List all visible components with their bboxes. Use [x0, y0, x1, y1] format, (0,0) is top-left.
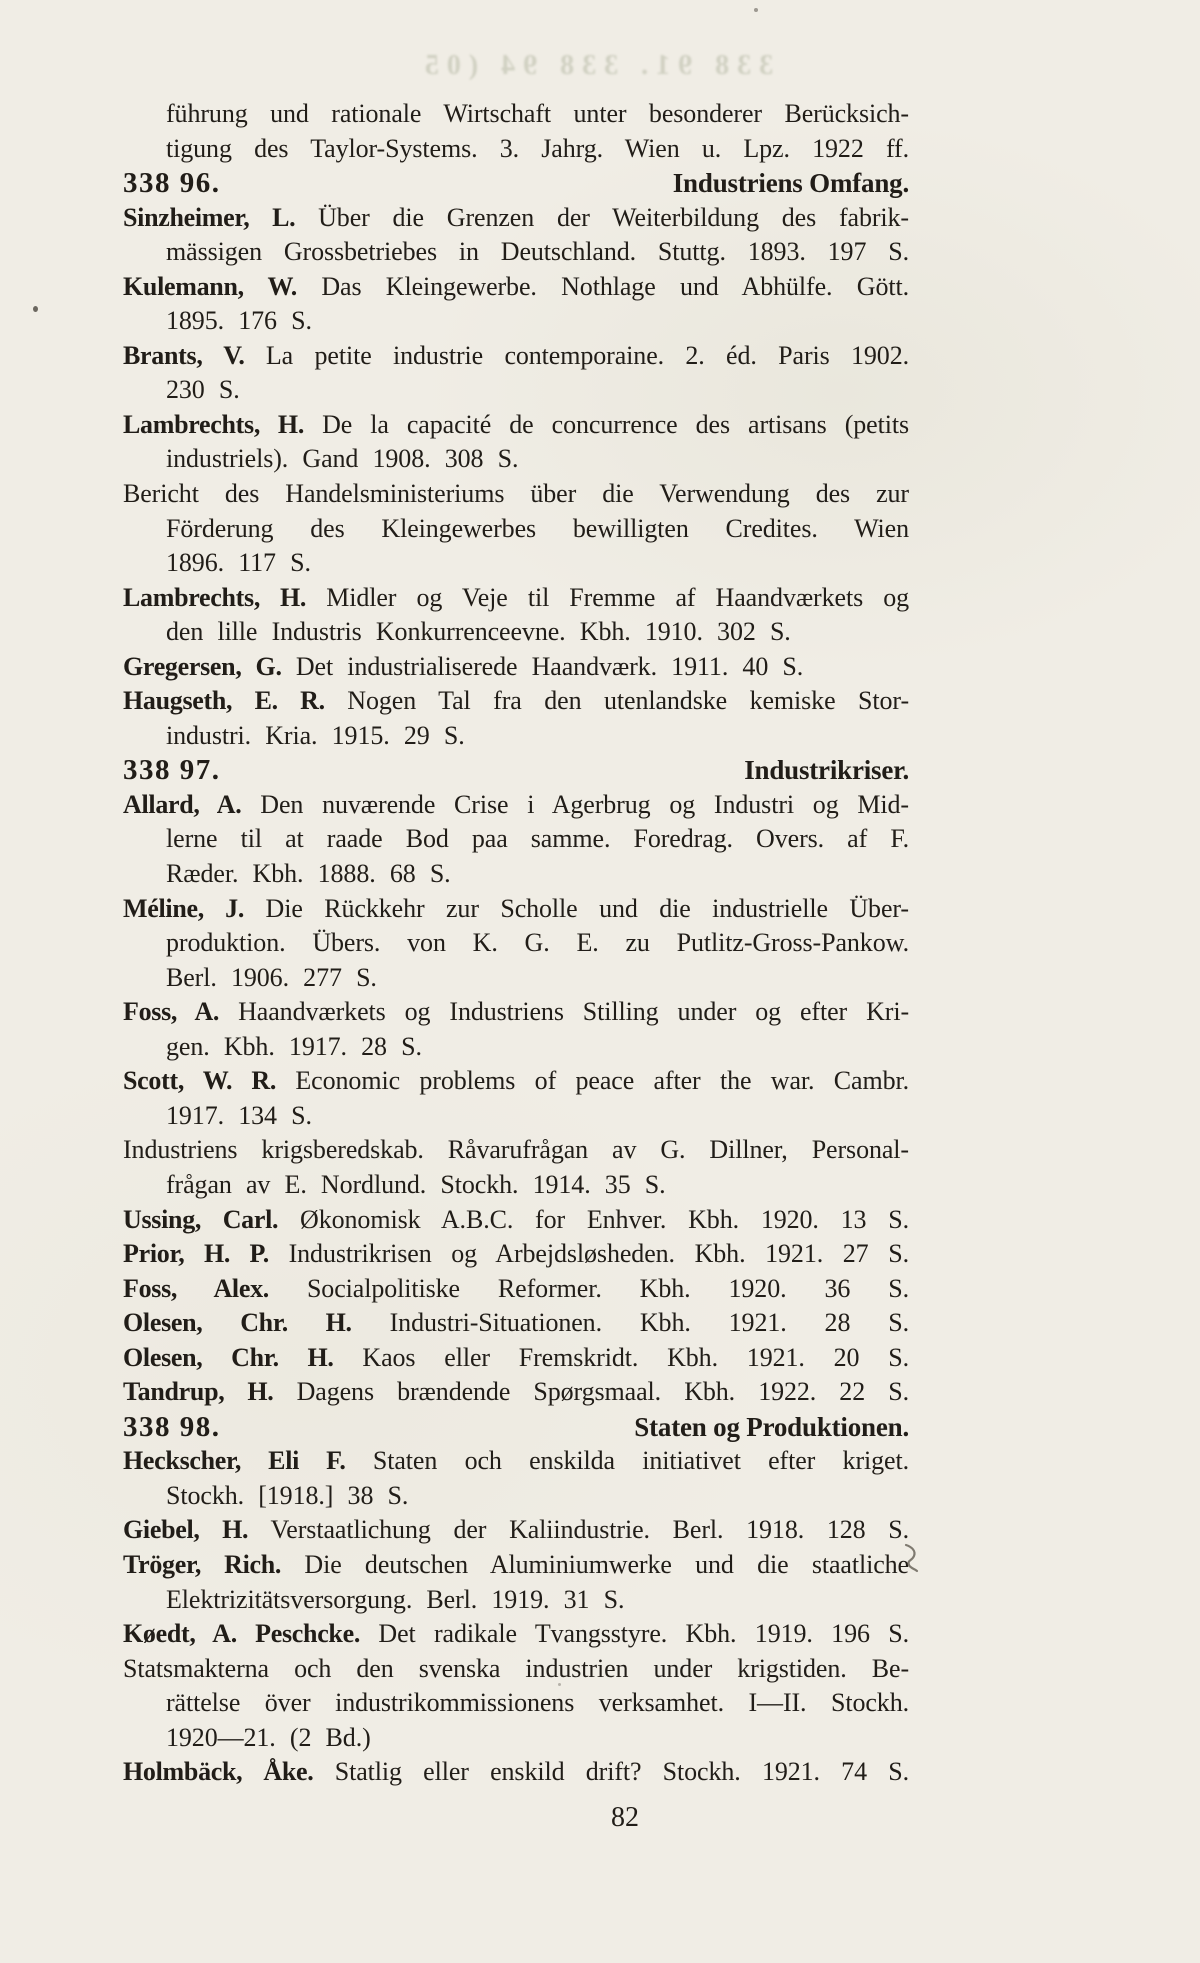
paper-speck [558, 1683, 561, 1686]
bibliography-entry [123, 97, 909, 166]
bibliography-entry [123, 270, 909, 339]
entry-line: 1895. 176 S. [166, 306, 312, 336]
entry-line: Heckscher, Eli F. Staten och enskilda initiativet efter kriget. [123, 1446, 909, 1476]
section-number: 338 98. [123, 1410, 221, 1443]
bibliography-entry [123, 1133, 909, 1202]
bibliography-entry [123, 1341, 909, 1376]
entry-author: Køedt, A. Peschcke. [123, 1619, 361, 1649]
section-heading [123, 753, 909, 788]
section-title: Staten og Produktionen. [634, 1411, 909, 1442]
entry-line: Lambrechts, H. De la capacité de concurrence des artisans (petits [123, 409, 909, 439]
entry-author: Holmbäck, Åke. [123, 1757, 314, 1787]
bibliography-entry [123, 1375, 909, 1410]
entry-line: Méline, J. Die Rückkehr zur Scholle und die industrielle Über- [123, 893, 909, 923]
entry-line: Brants, V. La petite industrie contemporaine. 2. éd. Paris 1902. [123, 340, 909, 370]
entry-line: Ussing, Carl. Økonomisk A.B.C. for Enhver. Kbh. 1920. 13 S. [123, 1204, 909, 1234]
entry-line: Ræder. Kbh. 1888. 68 S. [166, 859, 451, 889]
entry-author: Lambrechts, H. [123, 582, 307, 612]
section-heading [123, 1410, 909, 1445]
bibliography-entry [123, 339, 909, 408]
paper-speck [33, 306, 38, 312]
bibliography-text-block [123, 97, 909, 1790]
bibliography-entry [123, 995, 909, 1064]
entry-line: Lambrechts, H. Midler og Veje til Fremme af Haandværkets og [123, 582, 909, 612]
entry-line: industri. Kria. 1915. 29 S. [166, 720, 465, 750]
bibliography-entry [123, 1444, 909, 1513]
bibliography-entry [123, 1272, 909, 1307]
paper-speck [754, 8, 758, 12]
entry-line: Allard, A. Den nuværende Crise i Agerbrug og Industri og Mid- [123, 789, 909, 819]
entry-line: 1917. 134 S. [166, 1100, 312, 1130]
entry-line: Stockh. [1918.] 38 S. [166, 1480, 409, 1510]
entry-line: 230 S. [166, 375, 240, 405]
page-number: 82 [611, 1802, 639, 1833]
entry-line: Kulemann, W. Das Kleingewerbe. Nothlage und Abhülfe. Gött. [123, 271, 909, 301]
entry-line: Foss, Alex. Socialpolitiske Reformer. Kbh. 1920. 36 S. [123, 1273, 909, 1303]
ink-smudge [903, 1543, 919, 1573]
entry-line: 1896. 117 S. [166, 548, 311, 578]
entry-author: Méline, J. [123, 893, 245, 923]
entry-author: Foss, A. [123, 997, 220, 1027]
entry-line: mässigen Grossbetriebes in Deutschland. Stuttg. 1893. 197 S. [166, 237, 909, 267]
section-heading [123, 166, 909, 201]
entry-author: Tandrup, H. [123, 1377, 274, 1407]
entry-line: Sinzheimer, L. Über die Grenzen der Weiterbildung des fabrik- [123, 202, 909, 232]
entry-line: Olesen, Chr. H. Kaos eller Fremskridt. Kbh. 1921. 20 S. [123, 1342, 909, 1372]
entry-author: Kulemann, W. [123, 271, 297, 301]
entry-line: frågan av E. Nordlund. Stockh. 1914. 35 S. [166, 1169, 666, 1199]
entry-author: Olesen, Chr. H. [123, 1342, 334, 1372]
entry-author: Ussing, Carl. [123, 1204, 279, 1234]
bibliography-entry [123, 1755, 909, 1790]
bibliography-entry [123, 1203, 909, 1238]
entry-line: Industriens krigsberedskab. Råvarufrågan av G. Dillner, Personal- [123, 1135, 909, 1165]
entry-author: Prior, H. P. [123, 1239, 269, 1269]
entry-line: rättelse över industrikommissionens verksamhet. I—II. Stockh. [166, 1688, 909, 1718]
entry-line: Tandrup, H. Dagens brændende Spørgsmaal. Kbh. 1922. 22 S. [123, 1377, 909, 1407]
entry-author: Lambrechts, H. [123, 409, 305, 439]
bibliography-entry [123, 1548, 909, 1617]
section-title: Industriens Omfang. [672, 168, 909, 199]
entry-author: Allard, A. [123, 789, 242, 819]
entry-line: Køedt, A. Peschcke. Det radikale Tvangsstyre. Kbh. 1919. 196 S. [123, 1619, 909, 1649]
entry-line: Gregersen, G. Det industrialiserede Haandværk. 1911. 40 S. [123, 651, 804, 681]
entry-author: Haugseth, E. R. [123, 686, 325, 716]
entry-line: industriels). Gand 1908. 308 S. [166, 444, 519, 474]
entry-line: Holmbäck, Åke. Statlig eller enskild drift? Stockh. 1921. 74 S. [123, 1757, 909, 1787]
entry-line: Foss, A. Haandværkets og Industriens Stilling under og efter Kri- [123, 997, 909, 1027]
entry-author: Tröger, Rich. [123, 1549, 282, 1579]
entry-line: Elektrizitätsversorgung. Berl. 1919. 31 S. [166, 1584, 625, 1614]
bibliography-entry [123, 1064, 909, 1133]
entry-line: Scott, W. R. Economic problems of peace after the war. Cambr. [123, 1066, 909, 1096]
section-number: 338 96. [123, 167, 221, 200]
bibliography-entry [123, 581, 909, 650]
section-number: 338 97. [123, 754, 221, 787]
entry-line: Olesen, Chr. H. Industri-Situationen. Kbh. 1921. 28 S. [123, 1308, 909, 1338]
entry-line: 1920—21. (2 Bd.) [166, 1722, 371, 1752]
bibliography-entry [123, 201, 909, 270]
entry-line: Haugseth, E. R. Nogen Tal fra den utenlandske kemiske Stor- [123, 686, 909, 716]
bibliography-entry [123, 477, 909, 581]
entry-line: gen. Kbh. 1917. 28 S. [166, 1031, 422, 1061]
bibliography-entry [123, 1306, 909, 1341]
bibliography-entry [123, 892, 909, 996]
entry-author: Olesen, Chr. H. [123, 1308, 352, 1338]
entry-line: Giebel, H. Verstaatlichung der Kaliindustrie. Berl. 1918. 128 S. [123, 1515, 909, 1545]
entry-author: Scott, W. R. [123, 1066, 277, 1096]
bibliography-entry [123, 1652, 909, 1756]
bibliography-entry [123, 408, 909, 477]
entry-author: Giebel, H. [123, 1515, 249, 1545]
entry-author: Gregersen, G. [123, 651, 282, 681]
entry-line: Prior, H. P. Industrikrisen og Arbejdsløsheden. Kbh. 1921. 27 S. [123, 1239, 909, 1269]
entry-line: den lille Industris Konkurrenceevne. Kbh. 1910. 302 S. [166, 617, 791, 647]
entry-line: Bericht des Handelsministeriums über die Verwendung des zur [123, 479, 909, 509]
bibliography-entry [123, 1237, 909, 1272]
bibliography-entry [123, 684, 909, 753]
entry-author: Heckscher, Eli F. [123, 1446, 346, 1476]
bibliography-entry [123, 788, 909, 892]
bibliography-entry [123, 1617, 909, 1652]
entry-line: Tröger, Rich. Die deutschen Aluminiumwerke und die staatliche [123, 1549, 909, 1579]
entry-author: Foss, Alex. [123, 1273, 269, 1303]
entry-line: lerne til at raade Bod paa samme. Foredrag. Overs. af F. [166, 824, 909, 854]
entry-line: Förderung des Kleingewerbes bewilligten Credites. Wien [166, 513, 909, 543]
entry-line: produktion. Übers. von K. G. E. zu Putlitz-Gross-Pankow. [166, 928, 909, 958]
bibliography-entry [123, 1513, 909, 1548]
entry-author: Brants, V. [123, 340, 245, 370]
bleedthrough-text: 338 91. 338 94 (05 [416, 50, 774, 81]
entry-author: Sinzheimer, L. [123, 202, 296, 232]
bibliography-entry [123, 650, 909, 685]
entry-line: Berl. 1906. 277 S. [166, 962, 377, 992]
entry-line: tigung des Taylor-Systems. 3. Jahrg. Wien u. Lpz. 1922 ff. [166, 133, 909, 163]
entry-line: führung und rationale Wirtschaft unter besonderer Berücksich- [166, 99, 909, 128]
section-title: Industrikriser. [744, 755, 909, 786]
entry-line: Statsmakterna och den svenska industrien under krigstiden. Be- [123, 1653, 909, 1683]
